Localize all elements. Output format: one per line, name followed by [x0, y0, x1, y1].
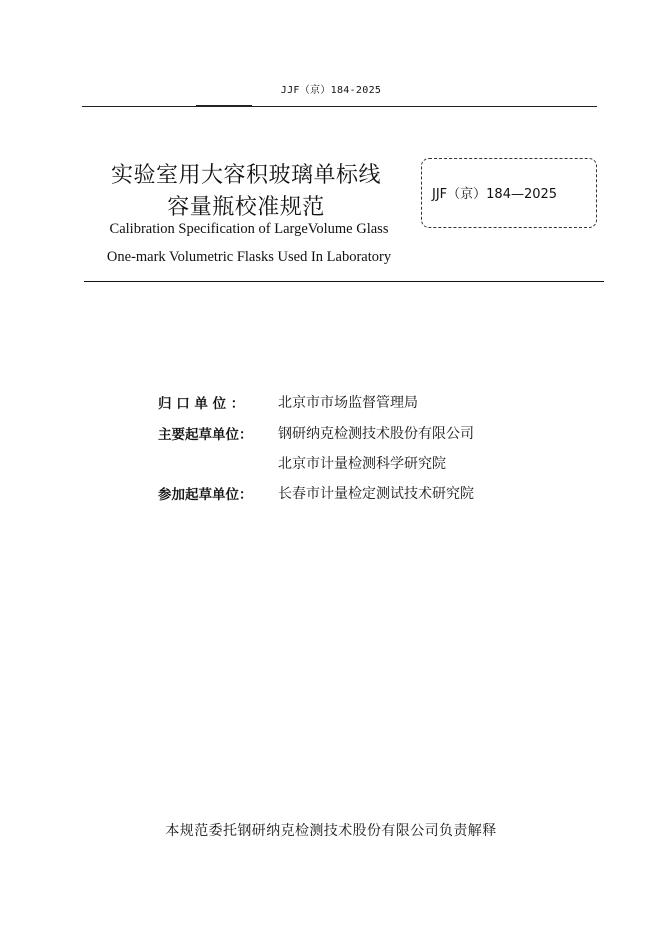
specification-code: JJF（京）184—2025 — [432, 187, 558, 202]
title-block — [86, 160, 406, 224]
info-value-main-drafter-1: 钢研纳克检测技术股份有限公司 — [278, 426, 474, 442]
header-divider — [82, 106, 597, 107]
info-value-main-drafter-2: 北京市计量检测科学研究院 — [278, 456, 446, 472]
info-value-authority: 北京市市场监督管理局 — [278, 395, 418, 411]
title-en-line1: Calibration Specification of LargeVolume Glass — [109, 221, 389, 237]
title-en-line2: One-mark Volumetric Flasks Used In Laboratory — [106, 249, 392, 265]
header-divider-accent — [196, 105, 252, 107]
info-value-participating-drafter: 长春市计量检定测试技术研究院 — [278, 486, 474, 502]
title-cn-line2: 容量瓶校准规范 — [167, 195, 325, 220]
info-label-authority: 归 口 单 位 ： — [158, 396, 245, 412]
title-cn-line1: 实验室用大容积玻璃单标线 — [110, 163, 381, 188]
interpretation-note: 本规范委托钢研纳克检测技术股份有限公司负责解释 — [165, 823, 497, 839]
info-label-participating-drafter: 参加起草单位： — [158, 487, 253, 503]
title-divider — [84, 281, 604, 282]
specification-code-box — [421, 158, 597, 228]
header-code: JJF（京）184-2025 — [280, 85, 382, 96]
info-label-main-drafter: 主要起草单位： — [158, 427, 253, 443]
